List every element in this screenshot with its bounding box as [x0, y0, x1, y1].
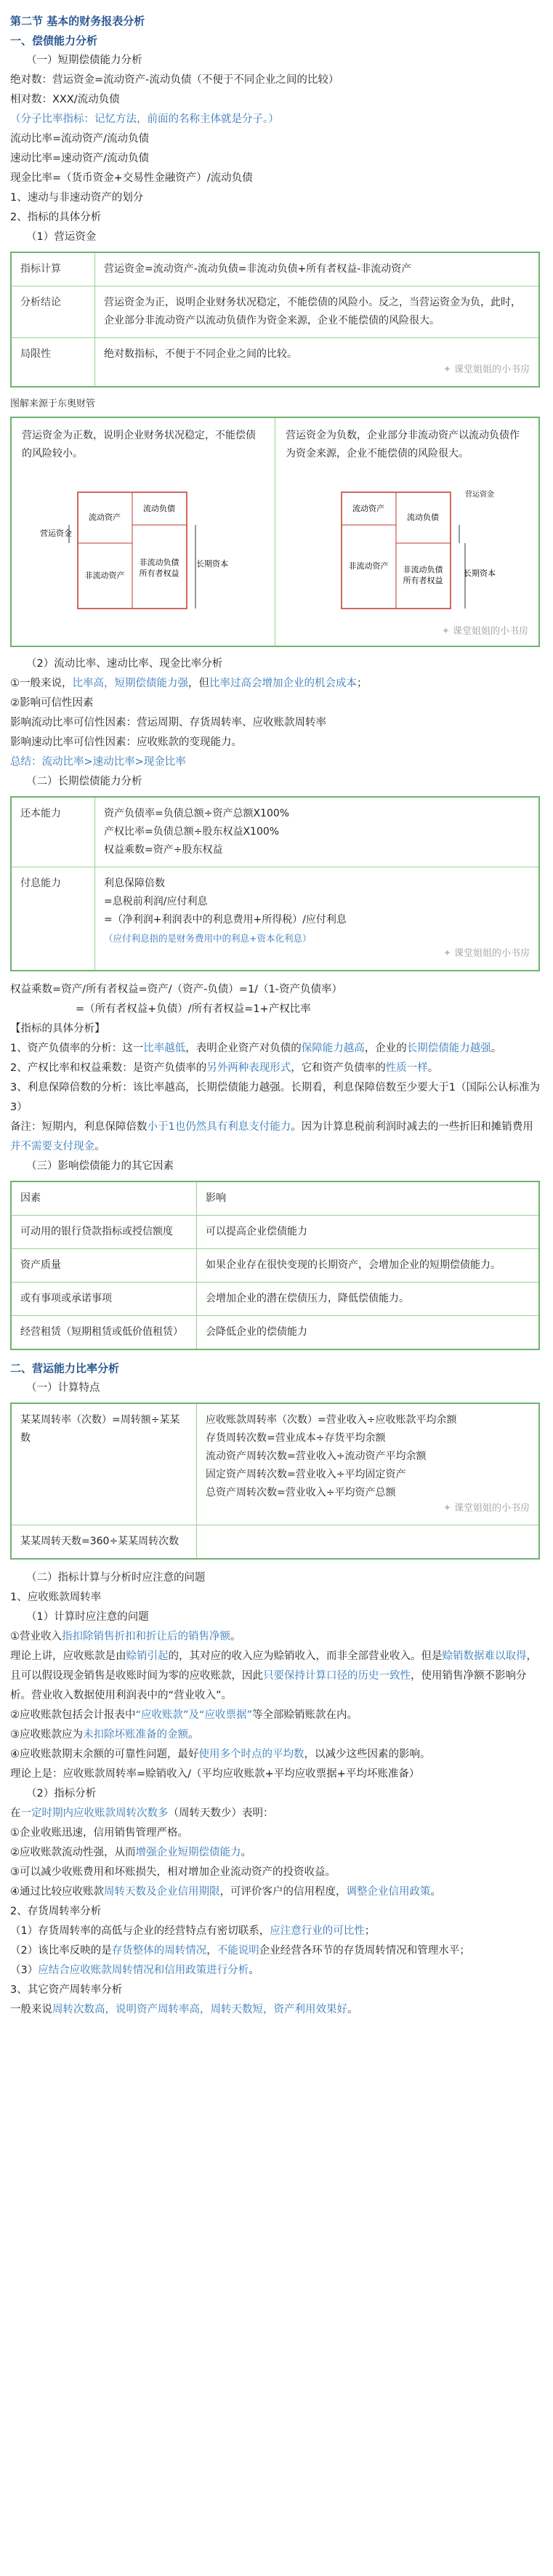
balance-sheet-diagram-negative — [286, 485, 528, 623]
table-header-row — [11, 1181, 539, 1216]
table-cell: 如果企业存在很快变现的长期资产，会增加企业的短期偿债能力。 — [197, 1249, 540, 1283]
label-wc: 营运资金 — [465, 491, 494, 499]
turnover-table — [10, 1403, 540, 1560]
table-cell: 会降低企业的偿债能力 — [197, 1316, 540, 1350]
cash-ratio-line: 现金比率=（货币资金+交易性金融资产）/流动负债 — [10, 172, 253, 184]
long-term-table — [10, 796, 540, 971]
table-row — [11, 1403, 539, 1525]
formula-line: =（净利润+利润表中的利息费用+所得税）/应付利息 — [104, 914, 347, 926]
table-cell: 分析结论 — [11, 286, 95, 338]
note-line: 理论上讲，应收账款是由赊销引起的，其对应的收入应为赊销收入，而非全部营业收入。但是赊销数据难以取得，且可以假设现金销售是收账时间为零的应收账款，因此只要保持计算口径的历史一致性，使用销售净额不影响分析。营业收入数据使用利润表中的“营业收入”。 — [10, 1650, 537, 1701]
formula-line: 流动资产周转次数=营业收入÷流动资产平均余额 — [206, 1450, 427, 1462]
figure-right — [275, 418, 538, 646]
list-item: 2、存货周转率分析 — [10, 1906, 102, 1917]
long-term-heading: （二）长期偿债能力分析 — [26, 776, 142, 787]
note-line: （2）该比率反映的是存货整体的周转情况，不能说明企业经营各环节的存货周转情况和管理水平； — [10, 1945, 470, 1957]
note-line: ①营业收入指扣除销售折扣和折让后的销售净额。 — [10, 1631, 241, 1642]
table-cell: 或有事项或承诺事项 — [11, 1283, 197, 1316]
calc-heading: （一）计算特点 — [26, 1382, 100, 1394]
list-item: 1、速动与非速动资产的划分 — [10, 192, 144, 204]
table-cell — [197, 1403, 540, 1525]
figure-left — [12, 418, 275, 646]
analysis-note: 备注：短期内，利息保障倍数小于1也仍然具有利息支付能力。因为计算息税前利润时减去的一些折旧和摊销费用并不需要支付现金。 — [10, 1121, 533, 1152]
table-cell — [95, 797, 540, 867]
tip-line: （分子比率指标：记忆方法，前面的名称主体就是分子。） — [10, 113, 279, 125]
table-row — [11, 797, 539, 867]
ratios-line-3: 影响流动比率可信性因素：营运周期、存货周转率、应收账款周转率 — [10, 717, 326, 729]
formula-line: 应收账款周转率（次数）=营业收入÷应收账款平均余额 — [206, 1414, 457, 1426]
formula-line: 利息保障倍数 — [104, 878, 165, 889]
table-cell: 可以提高企业偿债能力 — [197, 1216, 540, 1249]
label-noncur-liab: 非流动负债 — [139, 558, 179, 567]
part-2-heading: 二、营运能力比率分析 — [10, 1362, 120, 1375]
table-row — [11, 1216, 539, 1249]
note-line: 在一定时期内应收账款周转次数多（周转天数少）表明： — [10, 1807, 274, 1819]
other-factors-heading: （三）影响偿债能力的其它因素 — [26, 1160, 174, 1172]
table-row — [11, 1283, 539, 1316]
label-equity: 所有者权益 — [139, 569, 179, 578]
formula-line: 资产负债率=负债总额÷资产总额X100% — [104, 808, 290, 819]
list-item: （1）计算时应注意的问题 — [26, 1611, 149, 1623]
formula-line: 总资产周转次数=营业收入÷平均资产总额 — [206, 1487, 396, 1498]
figure-left-text: 营运资金为正数，说明企业财务状况稳定，不能偿债的风险较小。 — [22, 430, 256, 460]
formula-line: =息税前利润/应付利息 — [104, 896, 208, 907]
label-equity: 所有者权益 — [403, 576, 443, 585]
label-wc: 营运资金 — [40, 529, 72, 538]
formula-note: （应付利息指的是财务费用中的利息+资本化利息） — [104, 933, 312, 944]
current-ratio-line: 流动比率=流动资产/流动负债 — [10, 133, 150, 145]
table-cell — [95, 867, 540, 971]
list-item: （2）指标分析 — [26, 1788, 97, 1799]
table-cell — [197, 1525, 540, 1560]
note-line: ④通过比较应收账款周转天数及企业信用期限，可评价客户的信用程度，调整企业信用政策。 — [10, 1886, 441, 1898]
list-item: 2、指标的具体分析 — [10, 212, 102, 223]
working-capital-table — [10, 252, 540, 388]
table-cell: 营运资金为正，说明企业财务状况稳定，不能偿债的风险小。反之，当营运资金为负，此时，企业部分非流动资产以流动负债作为资金来源，企业不能偿债的风险很大。 — [95, 286, 540, 338]
table-cell: 营运资金=流动资产-流动负债=非流动负债+所有者权益-非流动资产 — [95, 252, 540, 286]
document — [6, 0, 544, 2020]
table-cell: 局限性 — [11, 338, 95, 388]
formula-line: 产权比率=负债总额÷股东权益X100% — [104, 826, 280, 838]
formula-line: 权益乘数=资产÷股东权益 — [104, 844, 223, 856]
note-line: ②应收账款包括会计报表中“应收账款”及“应收票据”等全部赊销账款在内。 — [10, 1709, 358, 1721]
quick-ratio-line: 速动比率=速动资产/流动负债 — [10, 153, 150, 164]
abs-line: 绝对数：营运资金=流动资产-流动负债（不便于不同企业之间的比较） — [10, 74, 339, 86]
table-row — [11, 1525, 539, 1560]
table-row — [11, 252, 539, 286]
ratios-heading: （2）流动比率、速动比率、现金比率分析 — [26, 658, 223, 670]
section-title: 第二节 基本的财务报表分析 — [10, 15, 145, 28]
note-line: 理论上是：应收账款周转率=赊销收入/（平均应收账款+平均应收票据+平均坏账准备） — [10, 1768, 420, 1780]
analysis-item-2: 2、产权比率和权益乘数：是资产负债率的另外两种表现形式，它和资产负债率的性质一样。 — [10, 1062, 439, 1074]
note-line: ①企业收账迅速，信用销售管理严格。 — [10, 1827, 188, 1839]
label-cur-assets: 流动资产 — [352, 504, 384, 513]
label-noncur-assets: 非流动资产 — [348, 561, 389, 571]
ratios-line-1: ①一般来说，比率高，短期偿债能力强，但比率过高会增加企业的机会成本； — [10, 678, 368, 689]
working-capital-figure — [10, 417, 540, 647]
notes-heading: （二）指标计算与分析时应注意的问题 — [26, 1572, 206, 1584]
other-factors-table — [10, 1181, 540, 1350]
table-row — [11, 1316, 539, 1350]
list-item: （1）营运资金 — [26, 231, 97, 243]
ratios-line-2: ②影响可信性因素 — [10, 697, 94, 709]
note-line: ③可以减少收账费用和坏账损失，相对增加企业流动资产的投资收益。 — [10, 1866, 336, 1878]
list-item: 1、应收账款周转率 — [10, 1592, 102, 1603]
table-cell: 付息能力 — [11, 867, 95, 971]
figure-right-text: 营运资金为负数，企业部分非流动资产以流动负债作为资金来源，企业不能偿债的风险很大。 — [286, 430, 520, 460]
watermark: ✦ 课堂姐姐的小书房 — [206, 1499, 530, 1517]
list-item: 3、其它资产周转率分析 — [10, 1984, 123, 1996]
table-cell: 还本能力 — [11, 797, 95, 867]
table-cell: 指标计算 — [11, 252, 95, 286]
ratios-summary: 总结：流动比率>速动比率>现金比率 — [10, 756, 186, 768]
table-header-cell: 影响 — [197, 1181, 540, 1216]
rel-line: 相对数：XXX/流动负债 — [10, 94, 120, 105]
table-cell: 资产质量 — [11, 1249, 197, 1283]
label-noncur-liab: 非流动负债 — [403, 565, 443, 574]
equity-multiplier-line: 权益乘数=资产/所有者权益=资产/（资产-负债）=1/（1-资产负债率） — [10, 984, 343, 995]
figure-caption: 图解来源于东奥财管 — [10, 398, 96, 409]
label-long-cap: 长期资本 — [196, 559, 228, 569]
label-cur-assets: 流动资产 — [89, 513, 121, 522]
note-line: ④应收账款期末余额的可靠性问题，最好使用多个时点的平均数，以减少这些因素的影响。 — [10, 1749, 431, 1760]
ratios-line-4: 影响速动比率可信性因素：应收账款的变现能力。 — [10, 737, 242, 748]
table-cell: 某某周转天数=360÷某某周转次数 — [11, 1525, 197, 1560]
table-cell-text: 绝对数指标，不便于不同企业之间的比较。 — [104, 348, 297, 360]
note-line: ③应收账款应为未扣除坏账准备的金额。 — [10, 1729, 199, 1741]
balance-sheet-diagram-positive — [22, 485, 265, 623]
equity-multiplier-line-2: =（所有者权益+负债）/所有者权益=1+产权比率 — [76, 1003, 311, 1015]
note-line: （3）应结合应收账款周转情况和信用政策进行分析。 — [10, 1965, 259, 1976]
table-cell — [95, 338, 540, 388]
table-cell: 某某周转率（次数）=周转额÷某某数 — [11, 1403, 197, 1525]
sub-heading-short-term: （一）短期偿债能力分析 — [26, 55, 142, 66]
note-line: 一般来说周转次数高，说明资产周转率高，周转天数短，资产利用效果好。 — [10, 2004, 358, 2015]
formula-line: 存货周转次数=营业成本÷存货平均余额 — [206, 1432, 386, 1444]
label-cur-liab: 流动负债 — [143, 504, 175, 513]
formula-line: 固定资产周转次数=营业收入÷平均固定资产 — [206, 1469, 406, 1480]
watermark: ✦ 课堂姐姐的小书房 — [104, 361, 530, 379]
table-row — [11, 1249, 539, 1283]
table-cell: 可动用的银行贷款指标或授信额度 — [11, 1216, 197, 1249]
note-line: （1）存货周转率的高低与企业的经营特点有密切联系，应注意行业的可比性； — [10, 1925, 376, 1937]
analysis-heading: 【指标的具体分析】 — [10, 1023, 105, 1035]
label-cur-liab: 流动负债 — [407, 513, 439, 522]
table-header-cell: 因素 — [11, 1181, 197, 1216]
table-cell: 会增加企业的潜在偿债压力，降低偿债能力。 — [197, 1283, 540, 1316]
watermark: ✦ 课堂姐姐的小书房 — [286, 623, 528, 637]
analysis-item-1: 1、资产负债率的分析：这一比率越低，表明企业资产对负债的保障能力越高，企业的长期偿债能力越强。 — [10, 1043, 502, 1054]
table-row — [11, 286, 539, 338]
label-noncur-assets: 非流动资产 — [84, 571, 125, 580]
label-long-cap: 长期资本 — [464, 569, 496, 578]
table-cell: 经营租赁（短期租赁或低价值租赁） — [11, 1316, 197, 1350]
table-row — [11, 867, 539, 971]
part-1-heading: 一、偿债能力分析 — [10, 34, 98, 47]
note-line: ②应收账款流动性强，从而增强企业短期偿债能力。 — [10, 1847, 251, 1858]
analysis-item-3: 3、利息保障倍数的分析：该比率越高，长期偿债能力越强。长期看，利息保障倍数至少要大于1（国际公认标准为3） — [10, 1082, 540, 1113]
watermark: ✦ 课堂姐姐的小书房 — [104, 944, 530, 963]
table-row — [11, 338, 539, 388]
